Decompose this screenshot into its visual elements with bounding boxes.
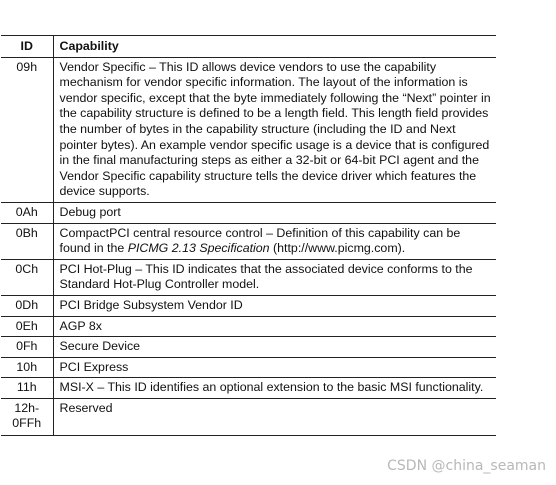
table-row [1,295,496,316]
row-capability: Secure Device [53,337,496,358]
table-row [1,202,496,223]
row-capability: PCI Express [53,357,496,378]
capability-column-header: Capability [53,36,496,58]
row-capability: MSI-X – This ID identifies an optional extension to the basic MSI functionality. [53,378,496,399]
table-row [1,316,496,337]
row-id: 0Ch [15,261,39,276]
specification-title: PICMG 2.13 Specification [127,241,270,256]
table-row [1,357,496,378]
row-id: 0Dh [15,297,39,312]
row-capability: PCI Hot-Plug – This ID indicates that the associated device conforms to the Standard Hot-Plug Controller model. [53,259,496,295]
table-row [1,259,496,295]
table-row [1,223,496,259]
table-row [1,337,496,358]
table-header-row [1,36,496,58]
row-id-line: 0FFh [12,416,42,431]
row-capability [53,223,496,259]
capability-text: (http://www.picmg.com). [269,241,406,256]
row-id: 11h [16,380,37,395]
row-capability: Reserved [53,398,496,435]
row-capability: Vendor Specific – This ID allows device vendors to use the capability mechanism for vendor specific information. The layout of the information is vendor specific, except that the byte immediately following the “Next” pointer in the capability structure is defined to be a length field. This length field provides the number of bytes in the capability structure (including the ID and Next pointer bytes). An example vendor specific usage is a device that is configured in the final manufacturing steps as either a 32-bit or 64-bit PCI agent and the Vendor Specific capability structure tells the device driver which features the device supports. [53,57,496,202]
row-id-line: 12h- [14,400,40,415]
row-id: 0Eh [15,318,38,333]
row-capability: PCI Bridge Subsystem Vendor ID [53,295,496,316]
table-row [1,398,496,435]
row-id: 10h [16,359,38,374]
row-capability: AGP 8x [53,316,496,337]
row-id: 09h [16,59,38,74]
row-id [1,398,53,435]
watermark: CSDN @china_seaman [387,458,546,474]
id-column-header: ID [20,39,33,53]
capability-id-table [1,35,496,436]
row-capability: Debug port [53,202,496,223]
capability-text: CompactPCI central resource control – Definition of this capability can be found in the [59,225,461,256]
row-id: 0Ah [15,204,38,219]
row-id: 0Fh [16,339,38,354]
table-row [1,57,496,202]
table-row [1,378,496,399]
row-id: 0Bh [15,225,38,240]
